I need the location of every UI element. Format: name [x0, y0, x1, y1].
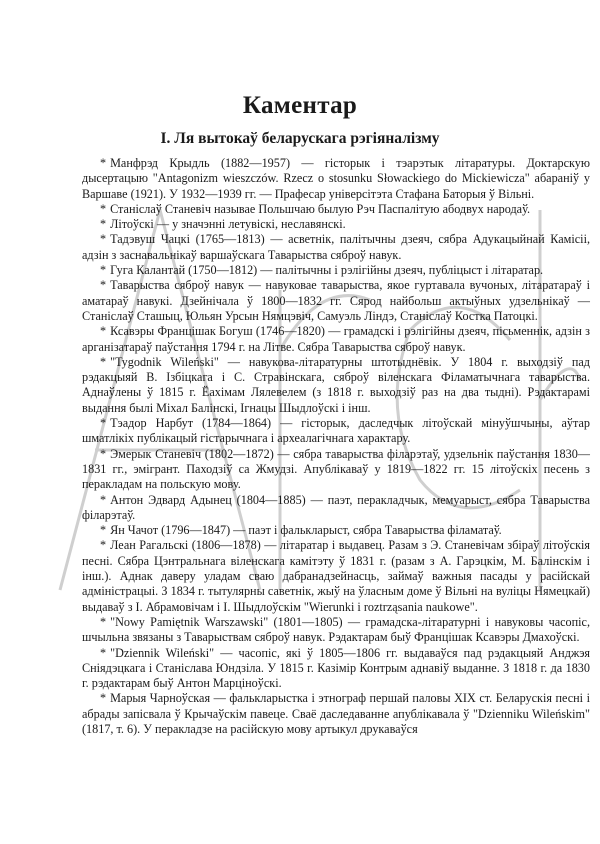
- asterisk-icon: *: [100, 354, 107, 369]
- note-item: [82, 416, 590, 447]
- note-item: [82, 493, 590, 524]
- page-title: Каментар: [242, 92, 358, 119]
- note-text: Ксавэры Францішак Богуш (1746—1820) — грамадскі і рэлігійны дзеяч, пісьменнік, адзін з арганізатараў паўстання 1794 г. на Літве. Сябра Таварыства сяброў навук.: [82, 324, 590, 354]
- asterisk-icon: *: [100, 232, 107, 247]
- note-item: [82, 615, 590, 646]
- note-item: [82, 691, 590, 737]
- section-subtitle: I. Ля вытокаў беларускага рэгіяналізму: [160, 130, 440, 147]
- note-text: Літоўскі — у значэнні летувіскі, неславянскі.: [110, 217, 346, 232]
- note-item: [82, 217, 590, 232]
- note-text: Гуга Калантай (1750—1812) — палітычны і рэлігійны дзеяч, публіцыст і літаратар.: [110, 263, 544, 278]
- note-item: [82, 646, 590, 692]
- note-item: [82, 202, 590, 217]
- note-text: "Tygodnik Wileński" — навукова-літаратурны штотыднёвік. У 1804 г. выходзіў пад рэдакцыяй В. Ізбіцкага і С. Стравінскага, сяброў віленскага Філаматычнага таварыства. Аднаўлены ў 1815 г. Ёахімам Лялевелем (з 1818 г. выходзіў раз на два тыдні). Рэдактарамі выдання былі Міхал Балінскі, Ігнацы Шыдлоўскі і інш.: [82, 354, 590, 415]
- asterisk-icon: *: [100, 538, 107, 553]
- note-item: [82, 538, 590, 614]
- note-item: [82, 263, 590, 278]
- asterisk-icon: *: [100, 201, 107, 216]
- note-item: [82, 355, 590, 416]
- note-item: [82, 523, 590, 538]
- note-text: Станіслаў Станевіч называе Польшчаю былую Рэч Паспалітую абодвух народаў.: [110, 201, 531, 216]
- note-item: [82, 156, 590, 202]
- note-text: Манфрэд Крыдль (1882—1957) — гісторык і тэарэтык літаратуры. Доктарскую дысертацыю "Antagonizm wieszczów. Rzecz o stosunku Słowackiego do Mickiewicza" абараніў у Варшаве (1921). У 1932—1939 гг. — Прафесар універсітэта Стафана Баторыя ў Вільні.: [82, 156, 590, 201]
- asterisk-icon: *: [100, 416, 107, 431]
- asterisk-icon: *: [100, 614, 107, 629]
- note-item: [82, 278, 590, 324]
- note-text: Тэадор Нарбут (1784—1864) — гісторык, даследчык літоўскай мінуўшчыны, аўтар шматлікіх публікацый гістарычнага і археалагічнага характару.: [82, 416, 590, 446]
- note-text: Тадэвуш Чацкі (1765—1813) — асветнік, палітычны дзеяч, сябра Адукацыйнай Камісіі, адзін з заснавальнікаў варшаўскага Таварыства сяброў навук.: [82, 232, 590, 262]
- asterisk-icon: *: [100, 217, 107, 232]
- note-item: [82, 232, 590, 263]
- asterisk-icon: *: [100, 278, 107, 293]
- note-text: Таварыства сяброў навук — навуковае таварыства, якое гуртавала вучоных, літаратараў і аматараў навукі. Дзейнічала ў 1800—1832 гг. Сярод найбольш актыўных удзельнікаў — Станіслаў Сташыц, Юльян Урсын Нямцэвіч, Самуэль Ліндэ, Станіслаў Костка Патоцкі.: [82, 278, 590, 323]
- note-item: [82, 324, 590, 355]
- note-text: "Nowy Pamiętnik Warszawski" (1801—1805) — грамадска-літаратурні і навуковы часопіс, шчыльна звязаны з Таварыствам сяброў навук. Рэдактарам быў Францішак Ксавэры Дмахоўскі.: [82, 614, 590, 645]
- note-text: Леан Рагальскі (1806—1878) — літаратар і выдавец. Разам з Э. Станевічам збіраў літоўскія песні. Сябра Цэнтральнага віленскага камітэту ў 1831 г. (разам з А. Гарэцкім, М. Балінскім і інш.). Аднак даверу уладам сваю дабранадзейнасць, займаў важныя пасады у расійскай адміністрацыі. З 1834 г. тытулярны саветнік, жыў на ўласным доме ў Вільні на вуліцы Нямецкай) выдаваў з І. Абрамовічам і І. Шыдлоўскім "Wierunki i roztrząsania naukowe".: [82, 538, 590, 614]
- notes-list: [82, 156, 590, 737]
- asterisk-icon: *: [100, 645, 107, 660]
- asterisk-icon: *: [100, 691, 107, 706]
- note-item: [82, 447, 590, 493]
- note-text: Эмерык Станевіч (1802—1872) — сябра таварыства філарэтаў, удзельнік паўстання 1830—1831 гг., эмігрант. Паходзіў са Жмудзі. Апублікаваў у 1819—1822 гг. 15 літоўскіх песень з перакладам на польскую мову.: [82, 446, 590, 492]
- asterisk-icon: *: [100, 324, 107, 339]
- asterisk-icon: *: [100, 523, 107, 538]
- asterisk-icon: *: [100, 446, 107, 461]
- note-text: Антон Эдвард Адынец (1804—1885) — паэт, перакладчык, мемуарыст, сябра Таварыства філарэтаў.: [82, 492, 590, 522]
- note-text: "Dziennik Wileński" — часопіс, які ў 1805—1806 гг. выдаваўся пад рэдакцыяй Анджэя Сніядэцкага і Станіслава Юндзіла. У 1815 г. Казімір Контрым аднавіў выданне. З 1818 г. да 1830 г. рэдактарам быў Антон Марціноўскі.: [82, 645, 590, 691]
- note-text: Марыя Чарноўская — фалькларыстка і этнограф першай паловы XIX ст. Беларускія песні і абрады запісвала ў Крычаўскім павеце. Сваё даследаванне апублікавала ў "Dzienniku Wileńskim" (1817, т. 6). У перакладзе на расійскую мову артыкул друкаваўся: [82, 691, 590, 736]
- asterisk-icon: *: [100, 156, 107, 170]
- asterisk-icon: *: [100, 263, 107, 278]
- note-text: Ян Чачот (1796—1847) — паэт і фалькларыст, сябра Таварыства філаматаў.: [110, 523, 502, 538]
- asterisk-icon: *: [100, 492, 107, 507]
